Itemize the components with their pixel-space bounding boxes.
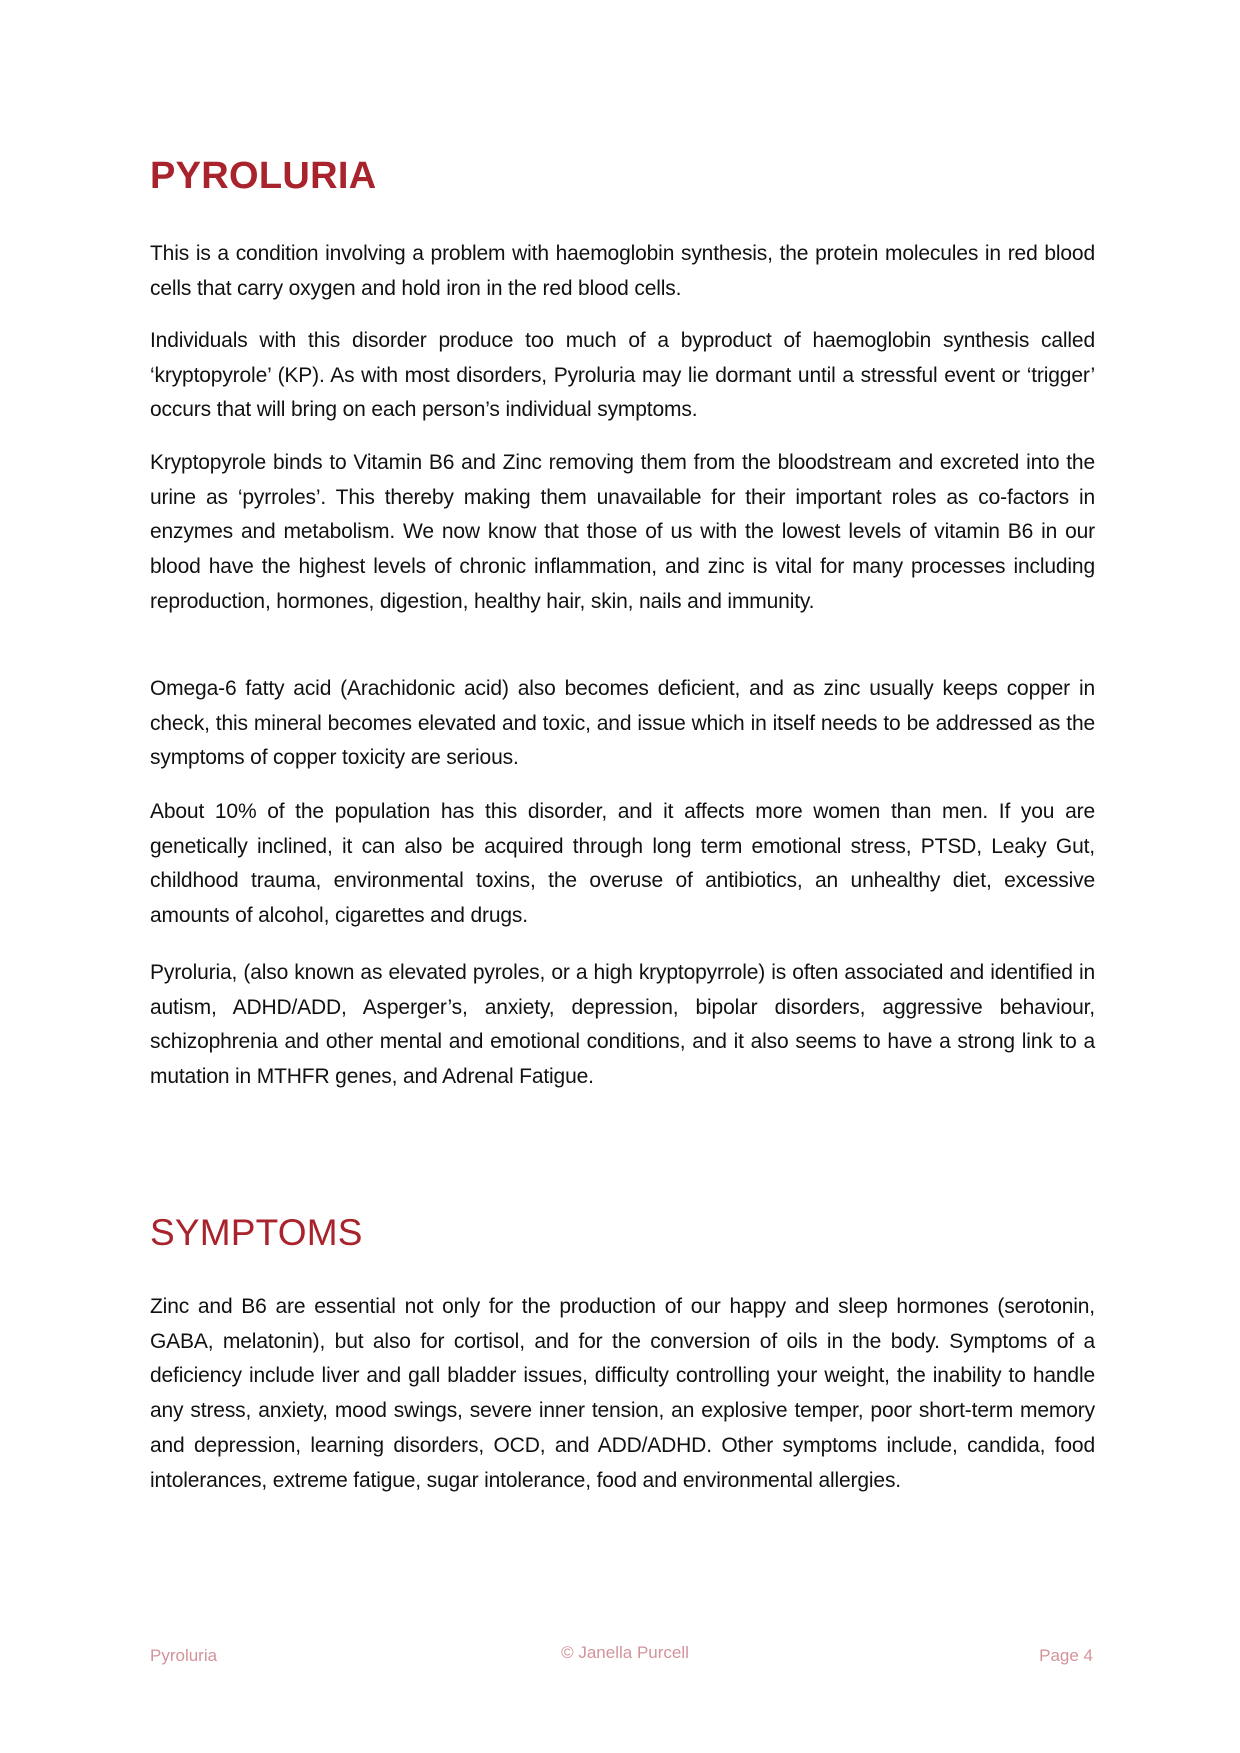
paragraph-3: Kryptopyrole binds to Vitamin B6 and Zinc removing them from the bloodstream and excreted into the urine as ‘pyrroles’. This thereby making them unavailable for their important roles as co-factors in enzymes and metabolism. We now know that those of us with the lowest levels of vitamin B6 in our blood have the highest levels of chronic inflammation, and zinc is vital for many processes including reproduction, hormones, digestion, healthy hair, skin, nails and immunity.: [150, 451, 1095, 613]
paragraph-6: Pyroluria, (also known as elevated pyroles, or a high kryptopyrrole) is often associated and identified in autism, ADHD/ADD, Asperger’s, anxiety, depression, bipolar disorders, aggressive behaviour, schizophrenia and other mental and emotional conditions, and it also seems to have a strong link to a mutation in MTHFR genes, and Adrenal Fatigue.: [150, 961, 1095, 1089]
paragraph-4: Omega-6 fatty acid (Arachidonic acid) also becomes deficient, and as zinc usually keeps copper in check, this mineral becomes elevated and toxic, and issue which in itself needs to be addressed as the symptoms of copper toxicity are serious.: [150, 677, 1095, 770]
paragraph-1: This is a condition involving a problem with haemoglobin synthesis, the protein molecules in red blood cells that carry oxygen and hold iron in the red blood cells.: [150, 242, 1095, 300]
section-heading-symptoms: SYMPTOMS: [150, 1212, 363, 1253]
footer-copyright: © Janella Purcell: [561, 1643, 689, 1662]
footer-document-name: Pyroluria: [150, 1646, 218, 1665]
paragraph-2: Individuals with this disorder produce too much of a byproduct of haemoglobin synthesis called ‘kryptopyrole’ (KP). As with most disorders, Pyroluria may lie dormant until a stressful event or ‘trigger’ occurs that will bring on each person’s individual symptoms.: [150, 329, 1095, 422]
symptoms-paragraph: Zinc and B6 are essential not only for the production of our happy and sleep hormones (serotonin, GABA, melatonin), but also for cortisol, and for the conversion of oils in the body. Symptoms of a deficiency include liver and gall bladder issues, difficulty controlling your weight, the inability to handle any stress, anxiety, mood swings, severe inner tension, an explosive temper, poor short-term memory and depression, learning disorders, OCD, and ADD/ADHD. Other symptoms include, candida, food intolerances, extreme fatigue, sugar intolerance, food and environmental allergies.: [150, 1295, 1095, 1492]
paragraph-5: About 10% of the population has this disorder, and it affects more women than men. If you are genetically inclined, it can also be acquired through long term emotional stress, PTSD, Leaky Gut, childhood trauma, environmental toxins, the overuse of antibiotics, an unhealthy diet, excessive amounts of alcohol, cigarettes and drugs.: [150, 800, 1095, 928]
footer-page-number: Page 4: [1039, 1646, 1093, 1665]
page-title: PYROLURIA: [150, 155, 377, 197]
